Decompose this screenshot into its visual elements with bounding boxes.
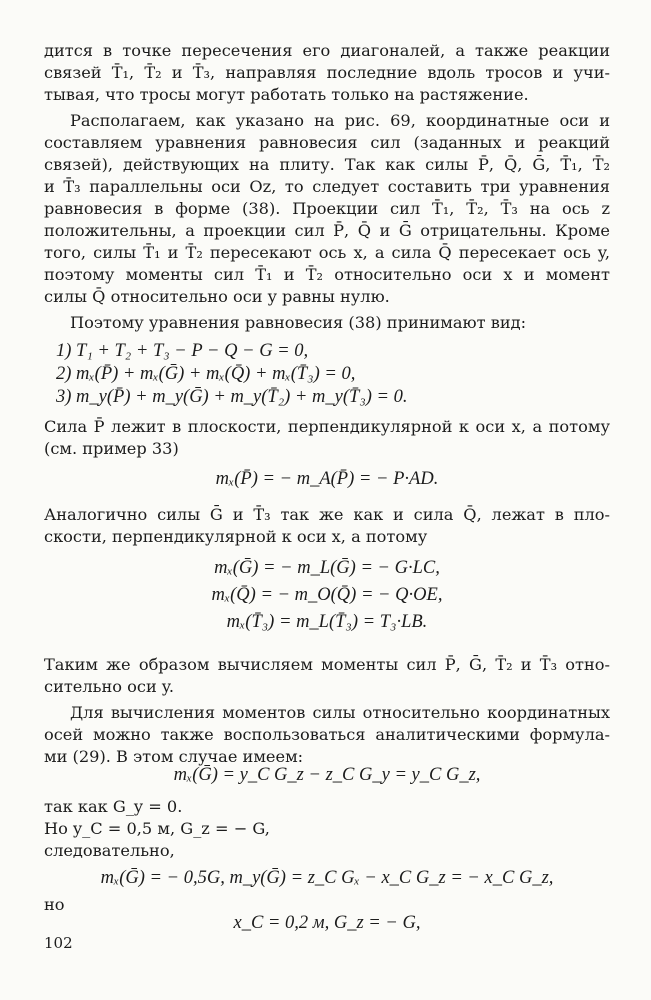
text-line: Таким же образом вычисляем моменты сил P̄, Ḡ, T̄₂ и T̄₃ отно-: [44, 655, 610, 674]
equation-2: 2) mₓ(P̄) + mₓ(Ḡ) + mₓ(Q̄) + mₓ(T̄₃) = 0,: [56, 364, 356, 384]
text-line: положительны, а проекции сил P̄, Q̄ и Ḡ отрицательны. Кроме: [44, 221, 610, 240]
text-line: но: [44, 895, 65, 914]
text-line: составляем уравнения равновесия сил (заданных и реакций: [44, 133, 610, 152]
text-line: и T̄₃ параллельны оси Oz, то следует составить три уравнения: [44, 177, 610, 196]
paragraph-start: Для вычисления моментов силы относительно координатных: [70, 703, 610, 722]
equation-1: 1) T₁ + T₂ + T₃ − P − Q − G = 0,: [56, 341, 309, 361]
text-line: сительно оси y.: [44, 677, 175, 696]
paragraph-start: Располагаем, как указано на рис. 69, координатные оси и: [70, 111, 610, 130]
formula: mₓ(T̄₃) = m_L(T̄₃) = T₃·LB.: [226, 612, 428, 632]
text-line: связей T̄₁, T̄₂ и T̄₃, направляя последние вдоль тросов и учи-: [44, 63, 610, 82]
page-number: 102: [44, 934, 73, 952]
formula: mₓ(Ḡ) = − 0,5G, m_y(Ḡ) = z_C Gₓ − x_C G_z = − x_C G_z,: [100, 868, 554, 888]
paragraph-start: Поэтому уравнения равновесия (38) принимают вид:: [70, 313, 527, 332]
text-line: дится в точке пересечения его диагоналей, а также реакции: [44, 41, 610, 60]
formula: mₓ(Ḡ) = y_C G_z − z_C G_y = y_C G_z,: [173, 765, 481, 785]
text-line: (см. пример 33): [44, 439, 179, 458]
text-line: осей можно также воспользоваться аналитическими формула-: [44, 725, 610, 744]
text-line: скости, перпендикулярной к оси x, а потому: [44, 527, 428, 546]
text-line: связей), действующих на плиту. Так как силы P̄, Q̄, Ḡ, T̄₁, T̄₂: [44, 155, 610, 174]
text-line: Но y_C = 0,5 м, G_z = − G,: [44, 819, 270, 838]
equation-3: 3) m_y(P̄) + m_y(Ḡ) + m_y(T̄₂) + m_y(T̄₃) = 0.: [56, 387, 408, 407]
text-line: ми (29). В этом случае имеем:: [44, 747, 304, 766]
formula: x_C = 0,2 м, G_z = − G,: [233, 913, 421, 933]
formula: mₓ(Q̄) = − m_O(Q̄) = − Q·OE,: [211, 585, 443, 605]
text-line: поэтому моменты сил T̄₁ и T̄₂ относительно оси x и момент: [44, 265, 610, 284]
formula: mₓ(P̄) = − m_A(P̄) = − P·AD.: [215, 469, 439, 489]
text-line: силы Q̄ относительно оси y равны нулю.: [44, 287, 390, 306]
text-line: следовательно,: [44, 841, 175, 860]
formula: mₓ(Ḡ) = − m_L(Ḡ) = − G·LC,: [214, 558, 440, 578]
text-line: Аналогично силы Ḡ и T̄₃ так же как и сила Q̄, лежат в пло-: [44, 505, 610, 524]
text-line: Сила P̄ лежит в плоскости, перпендикулярной к оси x, а потому: [44, 417, 610, 436]
text-line: того, силы T̄₁ и T̄₂ пересекают ось x, а сила Q̄ пересекает ось y,: [44, 243, 610, 262]
text-line: равновесия в форме (38). Проекции сил T̄₁, T̄₂, T̄₃ на ось z: [44, 199, 610, 218]
text-line: так как G_y = 0.: [44, 797, 183, 816]
text-line: тывая, что тросы могут работать только на растяжение.: [44, 85, 529, 104]
